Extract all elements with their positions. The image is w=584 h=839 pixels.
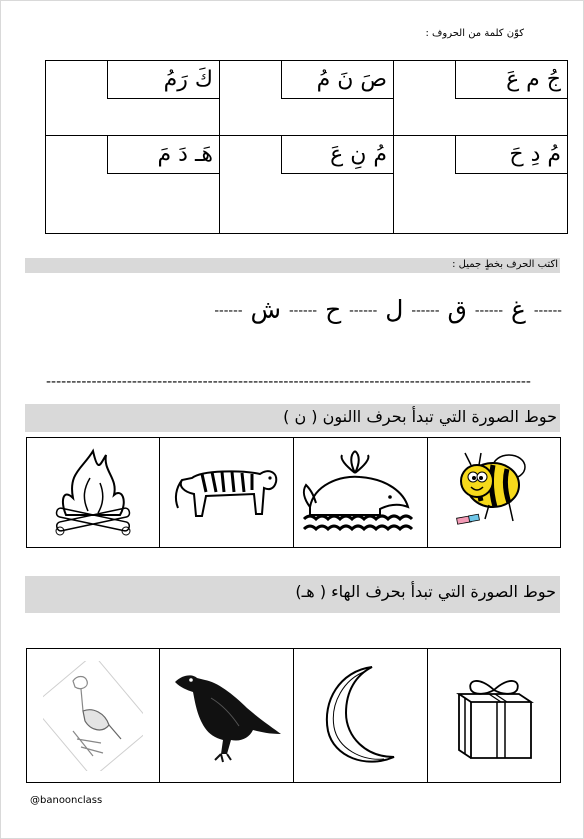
section2-instruction: اكتب الحرف بخطٍ جميل : <box>452 259 558 270</box>
section4-instruction: حوط الصورة التي تبدأ بحرف الهاء ( هـ) <box>295 582 556 601</box>
tiger-icon <box>172 458 282 528</box>
section4-picture-row <box>26 648 561 783</box>
dashes: ------ <box>349 303 378 319</box>
letters-box: مُ دِ حَ <box>455 136 567 174</box>
crow-icon <box>169 668 284 763</box>
letter: ح <box>325 295 342 324</box>
whale-icon <box>300 445 420 540</box>
bird-on-branch-icon <box>43 661 143 771</box>
letters-box: كَ رَمُ <box>107 61 219 99</box>
letters-box: مُ نِ عَ <box>281 136 393 174</box>
letter: ق <box>447 295 467 324</box>
picture-cell[interactable] <box>294 649 427 783</box>
dashes: ------ <box>411 303 440 319</box>
dashes: ------ <box>474 303 504 319</box>
answer-line[interactable]: ------------------------------------------------------------------------------------------------ <box>46 374 531 390</box>
crescent-moon-icon <box>310 661 410 771</box>
picture-cell[interactable] <box>27 649 160 783</box>
word-cell[interactable] <box>46 136 220 234</box>
bee-icon <box>449 445 539 540</box>
letter: ش <box>250 295 281 324</box>
dashes: ------ <box>288 303 318 319</box>
dashes: ------ <box>214 303 243 319</box>
picture-cell[interactable] <box>160 438 294 548</box>
letter: غ <box>510 295 526 324</box>
word-cell[interactable] <box>46 61 220 136</box>
word-cell[interactable] <box>220 136 394 234</box>
word-cell[interactable] <box>394 61 568 136</box>
section1-instruction: كوّن كلمة من الحروف : <box>425 28 524 39</box>
picture-cell[interactable] <box>427 438 560 548</box>
word-cell[interactable] <box>394 136 568 234</box>
gift-box-icon <box>449 666 539 766</box>
picture-cell[interactable] <box>427 649 560 783</box>
picture-cell[interactable] <box>27 438 160 548</box>
campfire-icon <box>48 443 138 543</box>
letter: ل <box>385 295 404 324</box>
picture-cell[interactable] <box>160 649 294 783</box>
footer-credit: @banoonclass <box>30 795 103 806</box>
picture-cell[interactable] <box>293 438 427 548</box>
dashes: ------ <box>533 303 562 319</box>
letters-box: صَ نَ مُ <box>281 61 393 99</box>
letters-box: هَـ دَ مَ <box>107 136 219 174</box>
section3-picture-row <box>26 437 561 548</box>
letters-box: جُ م عَ <box>455 61 567 99</box>
word-cell[interactable] <box>220 61 394 136</box>
letter-tracing-line <box>214 295 562 324</box>
section3-instruction: حوط الصورة التي تبدأ بحرف االنون ( ن ) <box>283 407 557 426</box>
word-building-grid <box>45 60 568 234</box>
